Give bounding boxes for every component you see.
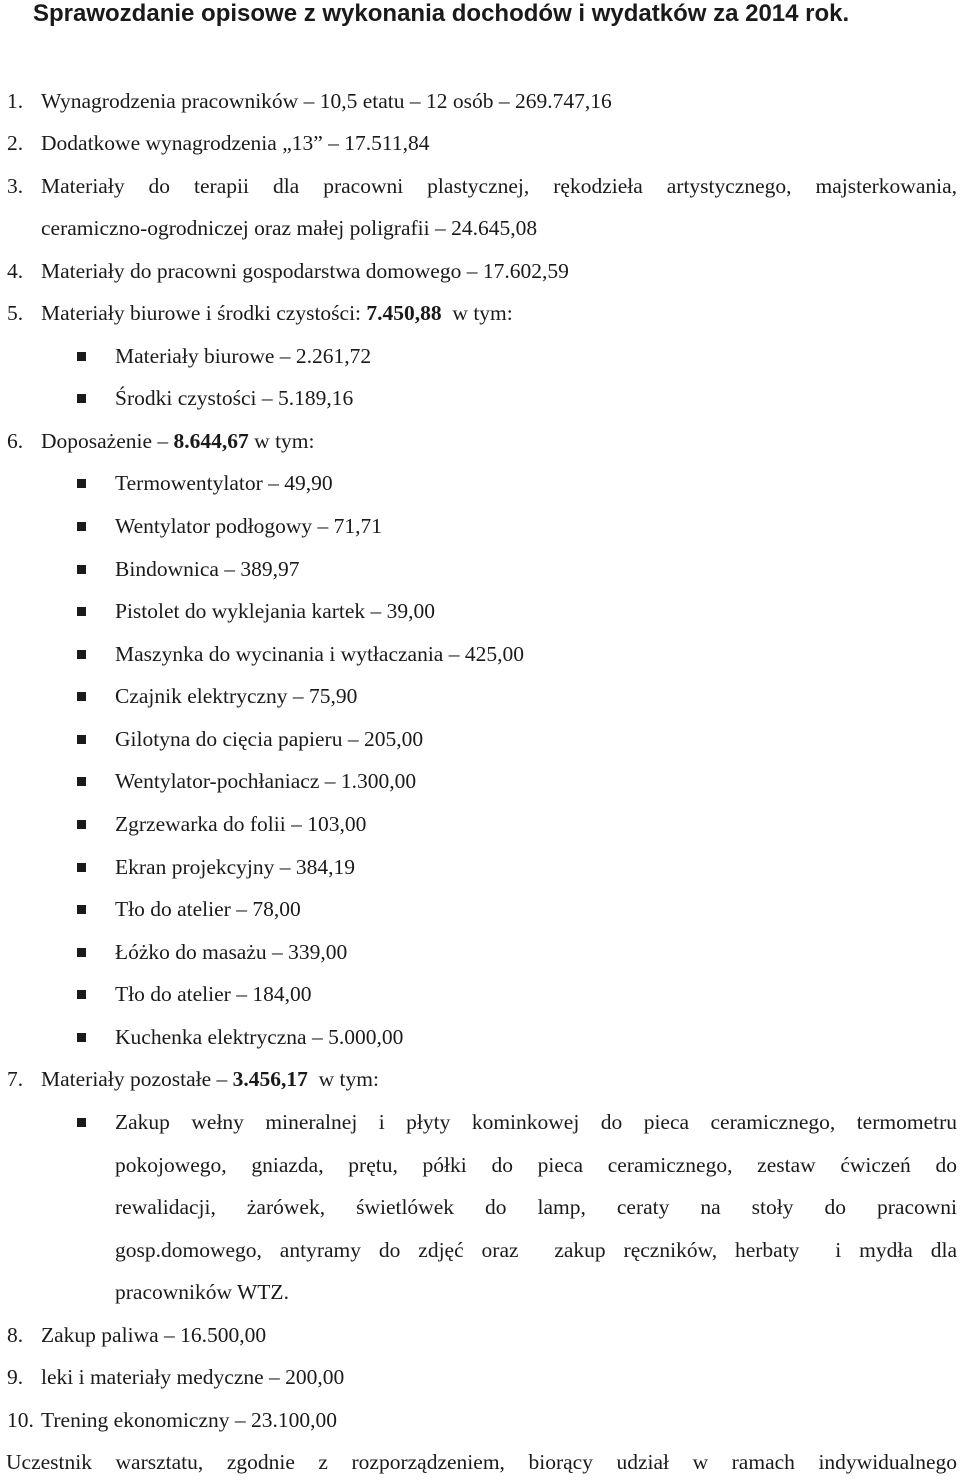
sub-item: Ekran projekcyjny – 384,19: [0, 846, 960, 888]
sub-item: Maszynka do wycinania i wytłaczania – 425,00: [0, 633, 960, 675]
sub-item-paragraph-line: pokojowego, gniazda, prętu, półki do pieca ceramicznego, zestaw ćwiczeń do: [115, 1153, 957, 1177]
square-bullet-icon: [77, 650, 86, 659]
item-text: leki i materiały medyczne – 200,00: [41, 1365, 345, 1389]
sub-item-paragraph-line: pracowników WTZ.: [115, 1280, 289, 1304]
sub-item: Łóżko do masażu – 339,00: [0, 931, 960, 973]
body-paragraph: Uczestnik warsztatu, zgodnie z rozporządzeniem, biorący udział w ramach indywidualnego: [6, 1450, 957, 1474]
item-amount: 7.450,88: [366, 301, 442, 325]
list-item-8: [0, 1314, 960, 1356]
sub-item: Kuchenka elektryczna – 5.000,00: [0, 1016, 960, 1058]
square-bullet-icon: [77, 863, 86, 872]
list-item-7: [0, 1058, 960, 1100]
item-number: 6.: [7, 429, 24, 453]
item-text: Doposażenie – 8.644,67 w tym:: [41, 429, 315, 453]
item-number: 3.: [7, 174, 24, 198]
square-bullet-icon: [77, 735, 86, 744]
list-item-5: [0, 292, 960, 334]
item-amount: 8.644,67: [173, 429, 249, 453]
sub-item: Wentylator podłogowy – 71,71: [0, 505, 960, 547]
square-bullet-icon: [77, 607, 86, 616]
item-text: Dodatkowe wynagrodzenia „13” – 17.511,84: [41, 131, 430, 155]
sub-item: Zgrzewarka do folii – 103,00: [0, 803, 960, 845]
document-title: Sprawozdanie opisowe z wykonania dochodów i wydatków za 2014 rok.: [33, 0, 850, 27]
square-bullet-icon: [77, 692, 86, 701]
item-number: 9.: [7, 1365, 24, 1389]
square-bullet-icon: [77, 948, 86, 957]
sub-item: Tło do atelier – 184,00: [0, 973, 960, 1015]
square-bullet-icon: [77, 990, 86, 999]
list-item-3-continued: [0, 207, 960, 249]
list-item-2: [0, 122, 960, 164]
item-text-line-1: Materiały do terapii dla pracowni plastycznej, rękodzieła artystycznego, majsterkowania,: [41, 174, 957, 198]
sub-item: Czajnik elektryczny – 75,90: [0, 675, 960, 717]
sub-item: Gilotyna do cięcia papieru – 205,00: [0, 718, 960, 760]
item-number: 10.: [7, 1408, 34, 1432]
square-bullet-icon: [77, 777, 86, 786]
sub-item: Bindownica – 389,97: [0, 548, 960, 590]
item-text: Wynagrodzenia pracowników – 10,5 etatu – 12 osób – 269.747,16: [41, 89, 612, 113]
list-item-1: [0, 80, 960, 122]
square-bullet-icon: [77, 352, 86, 361]
item-text: Materiały pozostałe – 3.456,17 w tym:: [41, 1067, 379, 1091]
sub-item: Środki czystości – 5.189,16: [0, 377, 960, 419]
square-bullet-icon: [77, 479, 86, 488]
sub-item: Tło do atelier – 78,00: [0, 888, 960, 930]
item-text: Materiały do pracowni gospodarstwa domowego – 17.602,59: [41, 259, 569, 283]
item-number: 4.: [7, 259, 24, 283]
sub-item-paragraph: Zakup wełny mineralnej i płyty kominkowej do pieca ceramicznego, termometru: [0, 1101, 960, 1143]
square-bullet-icon: [77, 1033, 86, 1042]
sub-item-paragraph-line: rewalidacji, żarówek, świetlówek do lamp, ceraty na stoły do pracowni: [115, 1195, 957, 1219]
square-bullet-icon: [77, 522, 86, 531]
item-text: Zakup paliwa – 16.500,00: [41, 1323, 267, 1347]
list-item-6: [0, 420, 960, 462]
sub-item: Wentylator-pochłaniacz – 1.300,00: [0, 760, 960, 802]
square-bullet-icon: [77, 905, 86, 914]
item-number: 1.: [7, 89, 24, 113]
square-bullet-icon: [77, 394, 86, 403]
sub-item: Materiały biurowe – 2.261,72: [0, 335, 960, 377]
item-number: 2.: [7, 131, 24, 155]
item-number: 5.: [7, 301, 24, 325]
item-amount: 3.456,17: [232, 1067, 308, 1091]
item-text-line-2: ceramiczno-ogrodniczej oraz małej poligrafii – 24.645,08: [41, 216, 538, 240]
list-item-10: [0, 1399, 960, 1441]
list-item-4: [0, 250, 960, 292]
square-bullet-icon: [77, 565, 86, 574]
list-item-9: [0, 1356, 960, 1398]
item-text: Trening ekonomiczny – 23.100,00: [41, 1408, 338, 1432]
sub-item: Pistolet do wyklejania kartek – 39,00: [0, 590, 960, 632]
item-number: 8.: [7, 1323, 24, 1347]
item-number: 7.: [7, 1067, 24, 1091]
sub-item-paragraph-line: gosp.domowego, antyramy do zdjęć oraz zakup ręczników, herbaty i mydła dla: [115, 1238, 957, 1262]
list-item-3: [0, 165, 960, 207]
square-bullet-icon: [77, 820, 86, 829]
square-bullet-icon: [77, 1118, 86, 1127]
item-text: Materiały biurowe i środki czystości: 7.450,88 w tym:: [41, 301, 513, 325]
sub-item: Termowentylator – 49,90: [0, 462, 960, 504]
